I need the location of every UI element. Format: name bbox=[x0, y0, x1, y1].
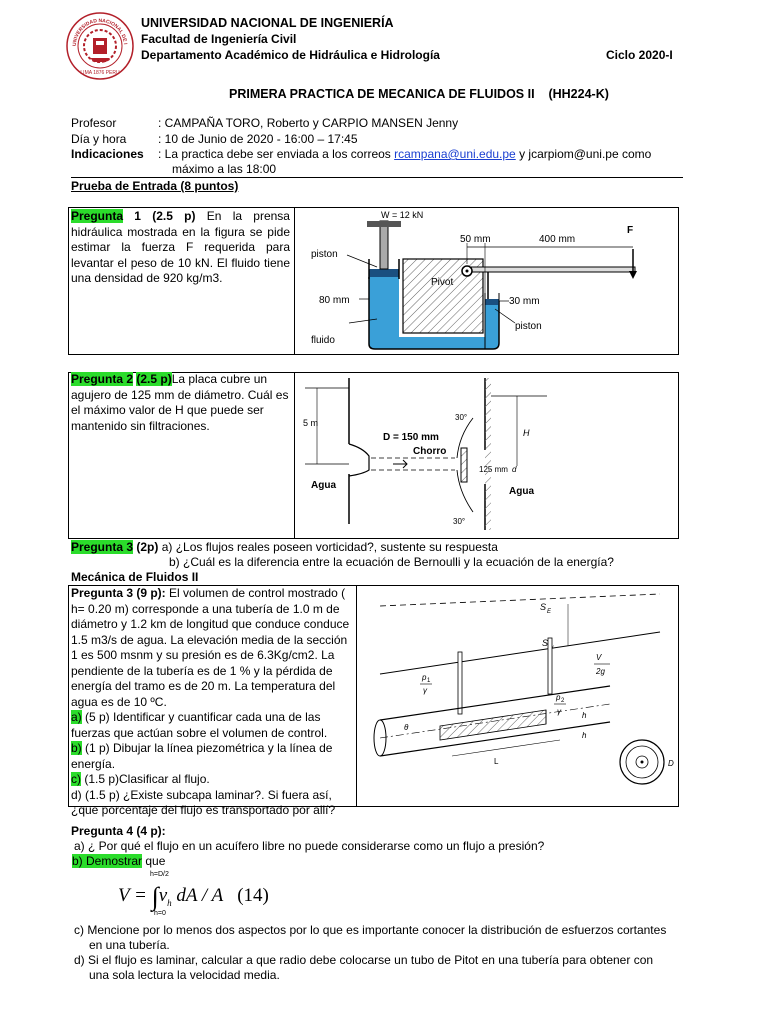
q3b-h: h bbox=[582, 711, 587, 720]
q3a-a: a) ¿Los flujos reales poseen vorticidad?, sustente su respuesta bbox=[158, 540, 498, 554]
q1-dim-50: 50 mm bbox=[460, 234, 491, 245]
q4-d-line2: una sola lectura la velocidad media. bbox=[89, 968, 280, 982]
q1-hydraulic-press-figure bbox=[297, 209, 677, 353]
control-volume bbox=[440, 710, 546, 740]
dia-label: Día y hora bbox=[71, 132, 127, 146]
indicaciones-pre: : La practica debe ser enviada a los correos bbox=[158, 147, 395, 161]
indicaciones-line2: máximo a las 18:00 bbox=[172, 162, 277, 176]
q1-dim-400: 400 mm bbox=[539, 234, 576, 245]
q4-b-text: que bbox=[142, 854, 166, 868]
page-title bbox=[229, 87, 609, 101]
q2-divider bbox=[294, 372, 295, 539]
q3a-label: Pregunta 3 bbox=[71, 540, 134, 554]
q2-chorro: Chorro bbox=[413, 446, 447, 457]
jet-arrow-icon bbox=[393, 460, 407, 468]
q3b-se-sub: E bbox=[547, 609, 552, 615]
q3a-b: b) ¿Cuál es la diferencia entre la ecuación de Bernoulli y la ecuación de la energía? bbox=[169, 555, 614, 569]
section-mecanica-title: Mecánica de Fluidos II bbox=[71, 570, 199, 584]
q3b-p1: p bbox=[422, 673, 427, 682]
q3b-2g: 2g bbox=[596, 667, 605, 676]
q3a-pts: (2p) bbox=[133, 540, 159, 554]
q4-c-line1: c) Mencione por lo menos dos aspectos por lo que es importante conocer la distribución de esfuerzos cortantes bbox=[74, 923, 667, 937]
eq-upper-limit: h=D/2 bbox=[150, 871, 169, 878]
q2-agua1: Agua bbox=[311, 480, 336, 491]
q1-force-label: F bbox=[627, 225, 634, 236]
right-piston bbox=[485, 299, 499, 305]
q3b-p1-sub: 1 bbox=[427, 678, 431, 684]
q1-weight-label: W = 12 kN bbox=[381, 210, 424, 220]
q4-label: Pregunta 4 (4 p): bbox=[71, 824, 166, 838]
eq-body: v bbox=[158, 885, 168, 906]
indicaciones-line1 bbox=[158, 147, 651, 161]
q1-dim-30: 30 mm bbox=[509, 296, 540, 307]
q2-d125: 125 mm bbox=[479, 465, 508, 474]
q3b-d-text: d) (1.5 p) ¿Existe subcapa laminar?. Si fuera así, ¿que porcentaje del flujo es transportado por allí? bbox=[71, 787, 336, 817]
q1-fluido-label: fluido bbox=[311, 335, 335, 346]
q2-angle-bottom: 30° bbox=[453, 517, 466, 526]
plate bbox=[461, 448, 467, 482]
indicaciones-label: Indicaciones bbox=[71, 147, 144, 161]
q3b-b-text: (1 p) Dibujar la línea piezométrica y la línea de energía. bbox=[71, 741, 333, 771]
q3b-p2-sub: 2 bbox=[561, 698, 565, 704]
q3b-label: Pregunta 3 (9 p): bbox=[71, 586, 166, 600]
q2-angle-top: 30° bbox=[455, 413, 468, 422]
eq-tail: dA / A bbox=[171, 885, 224, 906]
q4-b-label: b) Demostrar bbox=[72, 854, 143, 868]
profesor-value: : CAMPAÑA TORO, Roberto y CARPIO MANSEN Jenny bbox=[158, 116, 459, 130]
q1-piston-label: piston bbox=[311, 249, 338, 260]
equation-14 bbox=[118, 882, 269, 912]
q3b-divider bbox=[356, 585, 357, 807]
q3b-c-label: c) bbox=[71, 772, 81, 786]
department-name: Departamento Académico de Hidráulica e Hidrología bbox=[141, 48, 440, 62]
q2-text bbox=[71, 372, 290, 434]
eq-lower-limit: h=0 bbox=[154, 910, 166, 917]
left-piston bbox=[369, 269, 399, 277]
q1-piston2-label: piston bbox=[515, 321, 542, 332]
q1-body: En la prensa hidráulica mostrada en la figura se pide estimar la fuerza F requerida para levantar el peso de 10 kN. El fluido tiene una densidad de 920 kg/m3. bbox=[71, 209, 290, 285]
q4-d-line1: d) Si el flujo es laminar, calcular a que radio debe colocarse un tubo de Pitot en una tubería para obtener con bbox=[74, 953, 654, 967]
q1-label: Pregunta bbox=[71, 209, 124, 223]
q3b-theta: θ bbox=[404, 723, 409, 732]
q2-d150: D = 150 mm bbox=[383, 432, 439, 443]
title-main: PRIMERA PRACTICA DE MECANICA DE FLUIDOS II bbox=[229, 87, 535, 101]
q3a-line1 bbox=[71, 540, 498, 554]
q2-h5: 5 m bbox=[303, 418, 319, 428]
q4-a: a) ¿ Por qué el flujo en un acuífero libre no puede considerarse como un flujo a presión? bbox=[74, 839, 545, 853]
divider bbox=[71, 177, 683, 178]
integral-sign-icon: ∫ bbox=[151, 882, 159, 911]
q1-num: 1 (2.5 p) bbox=[123, 209, 196, 223]
university-logo-icon bbox=[66, 12, 134, 80]
q2-label: Pregunta 2 bbox=[71, 372, 134, 386]
q3b-v2: V bbox=[596, 653, 602, 662]
q3b-D: D bbox=[668, 759, 674, 768]
q2-body: La placa cubre un agujero de 125 mm de diámetro. Cuál es el máximo valor de H que puede ser mantenido sin filtraciones. bbox=[71, 372, 289, 433]
title-code: (HH224-K) bbox=[548, 87, 609, 101]
eq-sub: h bbox=[167, 897, 172, 908]
q3b-L: L bbox=[494, 757, 499, 766]
logo-year: LIMA 1876 PERU bbox=[80, 70, 120, 76]
faculty-name: Facultad de Ingeniería Civil bbox=[141, 32, 297, 46]
university-name: UNIVERSIDAD NACIONAL DE INGENIERÍA bbox=[141, 16, 394, 30]
q3b-sw: S bbox=[542, 638, 549, 648]
q3b-pipe-control-volume-figure bbox=[360, 588, 676, 804]
q3b-a-text: (5 p) Identificar y cuantificar cada una de las fuerzas que actúan sobre el volumen de control. bbox=[71, 710, 328, 740]
q3b-p2: p bbox=[556, 693, 561, 702]
q3b-intro: El volumen de control mostrado ( h= 0.20 m) corresponde a una tubería de 1.0 m de diámetro y 1.2 km de longitud que conduce conduce 1.5 m3/s de agua. La elevación media de la sección 1 es 500 msnm y su presión es de 6.3Kg/cm2. La pendiente de la tubería es de 1 % y la pérdida de energía del tramo es de 20 m. La temperatura del agua es de 10 ºC. bbox=[71, 586, 350, 709]
eq-main: V = bbox=[118, 885, 152, 906]
q2-agua2: Agua bbox=[509, 486, 534, 497]
dia-value: : 10 de Junio de 2020 - 16:00 – 17:45 bbox=[158, 132, 358, 146]
section-entrada-title: Prueba de Entrada (8 puntos) bbox=[71, 179, 239, 193]
q1-divider bbox=[294, 207, 295, 355]
q1-dim-80: 80 mm bbox=[319, 295, 350, 306]
q3b-c-text: (1.5 p)Clasificar al flujo. bbox=[81, 772, 210, 786]
q1-pivot-label: Pivot bbox=[431, 277, 454, 288]
cycle: Ciclo 2020-I bbox=[606, 48, 673, 62]
profesor-label: Profesor bbox=[71, 116, 117, 130]
q1-text bbox=[71, 209, 290, 287]
q2-H: H bbox=[523, 428, 530, 438]
eq-number: (14) bbox=[237, 885, 269, 906]
q2-jet-plate-figure bbox=[297, 374, 677, 537]
q4-b bbox=[72, 854, 165, 868]
q3b-text bbox=[71, 586, 354, 819]
force-arrow-icon bbox=[629, 271, 637, 279]
q3b-gamma1: γ bbox=[423, 686, 427, 695]
q3b-a-label: a) bbox=[71, 710, 82, 724]
lever bbox=[467, 267, 635, 272]
logo-text: UNIVERSIDAD NACIONAL DE I bbox=[71, 17, 128, 47]
indicaciones-mid: y jcarpiom@uni.pe como bbox=[515, 147, 652, 161]
q3b-se: S bbox=[540, 602, 547, 612]
q2-pts: (2.5 p) bbox=[136, 372, 172, 386]
q3b-h2: h bbox=[582, 731, 587, 740]
q3b-b-label: b) bbox=[71, 741, 82, 755]
q2-d: d bbox=[512, 465, 517, 474]
q4-c-line2: en una tubería. bbox=[89, 938, 170, 952]
email-link[interactable]: rcampana@uni.edu.pe bbox=[394, 147, 516, 161]
